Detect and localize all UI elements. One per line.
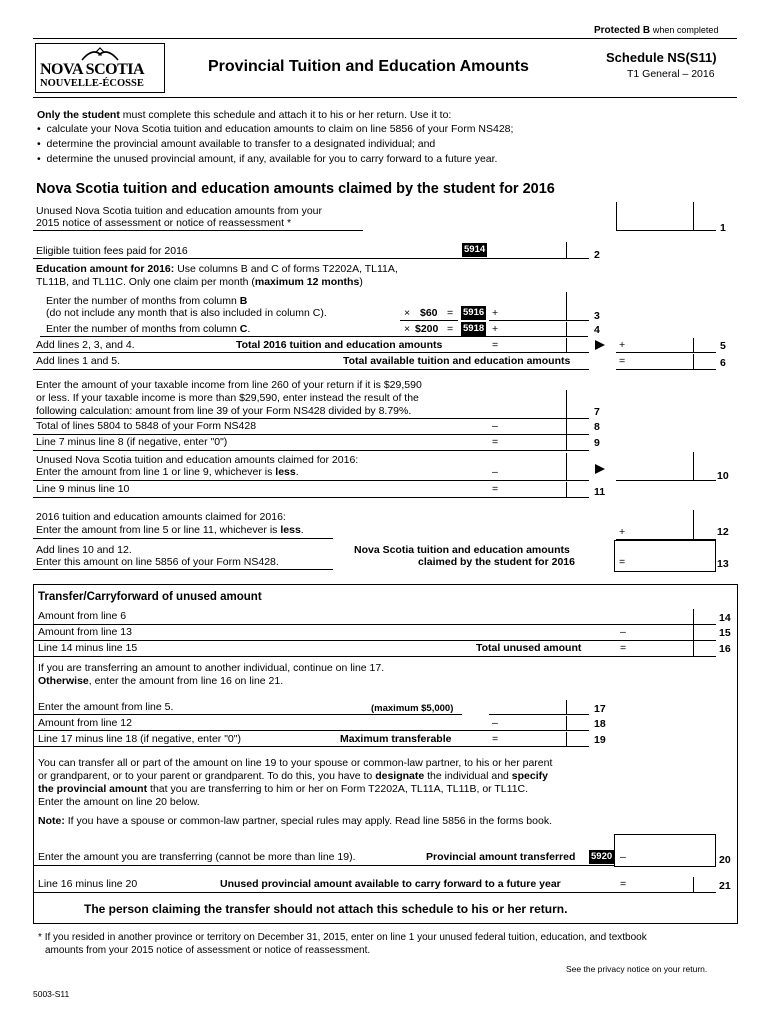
line-number: 7: [594, 406, 600, 418]
equals-sign: =: [492, 483, 499, 495]
privacy-notice: See the privacy notice on your return.: [566, 964, 708, 974]
schedule-title: Schedule NS(S11): [606, 50, 717, 65]
line9-text: Line 7 minus line 8 (if negative, enter "0"): [36, 436, 228, 448]
line21-label: Unused provincial amount available to carry forward to a future year: [220, 878, 561, 890]
rule: [34, 746, 589, 747]
equals-sign: =: [492, 436, 499, 448]
line1-text: Unused Nova Scotia tuition and education amounts from your: [36, 205, 322, 217]
equals-sign: =: [447, 323, 454, 335]
logo-top-text: NOVA SCOTIA: [40, 61, 145, 78]
page-title: Provincial Tuition and Education Amounts: [208, 58, 529, 75]
equals-sign: =: [620, 878, 627, 890]
line3-field[interactable]: [489, 320, 589, 321]
transfer-paragraph: the provincial amount that you are transferring to him or her on Form T2202A, TL11A, TL11B, or TL11C.: [38, 783, 529, 795]
line-number: 11: [594, 486, 606, 498]
line13-label: claimed by the student for 2016: [418, 556, 575, 568]
section2-heading: Transfer/Carryforward of unused amount: [38, 591, 262, 603]
line-number: 21: [719, 880, 731, 892]
divider: [566, 435, 567, 450]
line3-text: Enter the number of months from column B: [46, 295, 248, 307]
rule: [34, 892, 716, 893]
divider: [693, 625, 694, 640]
divider: [566, 390, 567, 418]
line6-field[interactable]: [616, 369, 716, 370]
rule: [33, 230, 363, 231]
intro-bullet: • calculate your Nova Scotia tuition and education amounts to claim on line 5856 of your Form NS428;: [37, 123, 514, 135]
line4-text: Enter the number of months from column C.: [46, 323, 251, 335]
intro-bullet: • determine the unused provincial amount, if any, available for you to carry forward to a future year.: [37, 153, 498, 165]
rule: [33, 497, 589, 498]
arrow-right-icon: [595, 340, 605, 350]
divider: [693, 510, 694, 539]
line13-text: Add lines 10 and 12.: [36, 544, 132, 556]
line5-field[interactable]: [616, 352, 716, 353]
nova-scotia-flag-emblem-icon: [80, 46, 120, 62]
minus-sign: –: [620, 851, 626, 863]
line-number: 3: [594, 310, 600, 322]
line-number: 12: [717, 526, 729, 538]
divider: [693, 641, 694, 656]
transfer-paragraph: You can transfer all or part of the amount on line 19 to your spouse or common-law partner, to his or her parent: [38, 757, 553, 769]
line13-text: Enter this amount on line 5856 of your Form NS428.: [36, 556, 279, 568]
line10-text: Unused Nova Scotia tuition and education amounts claimed for 2016:: [36, 454, 359, 466]
rule: [34, 865, 614, 866]
line1-text: 2015 notice of assessment or notice of reassessment *: [36, 217, 292, 229]
line-number: 9: [594, 437, 600, 449]
transfer-note: If you are transferring an amount to another individual, continue on line 17.: [38, 662, 385, 674]
line-number: 5: [720, 340, 726, 352]
line10-text: Enter the amount from line 1 or line 9, whichever is less.: [36, 466, 299, 478]
line8-text: Total of lines 5804 to 5848 of your Form NS428: [36, 420, 257, 432]
line20-label: Provincial amount transferred: [426, 851, 576, 863]
line11-text: Line 9 minus line 10: [36, 483, 130, 495]
line12-text: Enter the amount from line 5 or line 11, whichever is less.: [36, 524, 304, 536]
line-number: 18: [594, 718, 606, 730]
line-number: 8: [594, 421, 600, 433]
line13-field[interactable]: [614, 540, 716, 572]
form-code: 5003-S11: [33, 989, 70, 999]
plus-sign: +: [492, 307, 499, 319]
plus-sign: +: [619, 526, 626, 538]
equals-sign: =: [619, 355, 626, 367]
line16-text: Line 14 minus line 15: [38, 642, 138, 654]
transfer-note: Otherwise, enter the amount from line 16 on line 21.: [38, 675, 284, 687]
code-5914: 5914: [464, 244, 486, 255]
line-number: 15: [719, 627, 731, 639]
line6-text: Add lines 1 and 5.: [36, 355, 121, 367]
education-text: TL11B, and TL11C. Only one claim per month (maximum 12 months): [36, 276, 363, 288]
code-5916: 5916: [463, 307, 485, 318]
section1-heading: Nova Scotia tuition and education amounts claimed by the student for 2016: [36, 181, 555, 197]
line-number: 2: [594, 249, 600, 261]
minus-sign: –: [620, 626, 626, 638]
line-number: 1: [720, 222, 726, 234]
line1-field[interactable]: [616, 230, 716, 231]
line19-text: Line 17 minus line 18 (if negative, enter "0"): [38, 733, 241, 745]
line18-text: Amount from line 12: [38, 717, 132, 729]
intro-bullet: • determine the provincial amount available to transfer to a designated individual; and: [37, 138, 436, 150]
line7-text: Enter the amount of your taxable income from line 260 of your return if it is $29,590: [36, 379, 422, 391]
footnote: amounts from your 2015 notice of assessment or notice of reassessment.: [45, 945, 371, 956]
header-rule: [33, 38, 737, 39]
line-number: 19: [594, 734, 606, 746]
line21-text: Line 16 minus line 20: [38, 878, 138, 890]
divider: [566, 338, 567, 352]
protected-label: Protected B when completed: [594, 25, 719, 36]
equals-sign: =: [447, 307, 454, 319]
divider: [566, 716, 567, 730]
line2-field[interactable]: [489, 258, 589, 259]
education-text: Education amount for 2016: Use columns B and C of forms T2202A, TL11A,: [36, 263, 398, 275]
minus-sign: –: [492, 420, 498, 432]
equals-sign: =: [492, 339, 499, 351]
divider: [566, 419, 567, 434]
transfer-paragraph: or grandparent, or to your parent or grandparent. To do this, you have to designate the individual and specify: [38, 770, 548, 782]
line12-text: 2016 tuition and education amounts claimed for 2016:: [36, 511, 286, 523]
schedule-subtitle: T1 General – 2016: [627, 68, 715, 80]
rule: [34, 714, 462, 715]
rule: [33, 480, 589, 481]
rule: [34, 640, 716, 641]
intro-lead: Only the student must complete this schedule and attach it to his or her return. Use it to:: [37, 109, 452, 121]
line6-label: Total available tuition and education amounts: [343, 355, 571, 367]
divider: [566, 700, 567, 714]
line3-months-field[interactable]: [400, 320, 458, 321]
code-5920: 5920: [591, 851, 613, 862]
divider: [693, 338, 694, 352]
divider: [566, 292, 567, 320]
footnote: * If you resided in another province or territory on December 31, 2015, enter on line 1 your unused federal tuition, education, and textbook: [38, 932, 647, 943]
transfer-footer: The person claiming the transfer should not attach this schedule to his or her return.: [84, 902, 568, 916]
line17-max: (maximum $5,000): [371, 703, 454, 714]
line-number: 13: [717, 558, 729, 570]
line15-text: Amount from line 13: [38, 626, 132, 638]
line-number: 4: [594, 324, 600, 336]
line13-label: Nova Scotia tuition and education amounts: [354, 544, 570, 556]
line-number: 16: [719, 643, 731, 655]
plus-sign: +: [492, 323, 499, 335]
divider: [693, 609, 694, 624]
multiply-sign: ×: [404, 307, 411, 319]
line19-label: Maximum transferable: [340, 733, 452, 745]
divider: [693, 354, 694, 369]
rule: [40, 336, 588, 337]
line17-text: Enter the amount from line 5.: [38, 701, 174, 713]
line2-text: Eligible tuition fees paid for 2016: [36, 245, 188, 257]
transfer-section: [33, 584, 738, 924]
rate-60: $60: [420, 307, 438, 319]
rule: [33, 352, 589, 353]
line14-text: Amount from line 6: [38, 610, 127, 622]
logo-bottom-text: NOUVELLE-ÉCOSSE: [40, 78, 144, 89]
equals-sign: =: [619, 556, 626, 568]
rate-200: $200: [415, 323, 439, 335]
line7-field[interactable]: [489, 418, 589, 419]
line5-label: Total 2016 tuition and education amounts: [236, 339, 443, 351]
minus-sign: –: [492, 717, 498, 729]
code-5918: 5918: [463, 323, 485, 334]
transfer-paragraph: Enter the amount on line 20 below.: [38, 796, 200, 808]
multiply-sign: ×: [404, 323, 411, 335]
divider: [616, 202, 617, 230]
arrow-right-icon: [595, 464, 605, 474]
line-number: 20: [719, 854, 731, 866]
line-number: 14: [719, 612, 731, 624]
rule: [34, 656, 716, 657]
divider: [693, 202, 694, 230]
divider: [693, 877, 694, 892]
rule: [33, 450, 589, 451]
transfer-note-spouse: Note: If you have a spouse or common-law partner, special rules may apply. Read line 5856 in the forms book.: [38, 815, 552, 827]
rule: [33, 569, 333, 570]
divider: [693, 452, 694, 480]
rule: [33, 369, 589, 370]
line20-field[interactable]: [614, 834, 716, 867]
line5-text: Add lines 2, 3, and 4.: [36, 339, 135, 351]
plus-sign: +: [619, 339, 626, 351]
rule: [34, 624, 716, 625]
divider: [566, 242, 567, 258]
rule: [33, 538, 333, 539]
header-bottom-rule: [33, 97, 737, 98]
divider: [566, 732, 567, 746]
divider: [566, 482, 567, 497]
divider: [566, 322, 567, 336]
line7-text: or less. If your taxable income is more than $29,590, enter instead the result of the: [36, 392, 419, 404]
line-number: 6: [720, 357, 726, 369]
equals-sign: =: [492, 733, 499, 745]
line10-field[interactable]: [616, 480, 716, 481]
rule: [33, 434, 589, 435]
rule: [34, 730, 589, 731]
line20-text: Enter the amount you are transferring (cannot be more than line 19).: [38, 851, 356, 863]
minus-sign: –: [492, 466, 498, 478]
line7-text: following calculation: amount from line 39 of your Form NS428 divided by 8.79%.: [36, 405, 412, 417]
line17-field[interactable]: [489, 714, 589, 715]
divider: [566, 453, 567, 480]
line-number: 17: [594, 703, 606, 715]
line-number: 10: [717, 470, 729, 482]
equals-sign: =: [620, 642, 627, 654]
line16-label: Total unused amount: [476, 642, 582, 654]
nova-scotia-logo: [35, 43, 165, 93]
line3-text: (do not include any month that is also included in column C).: [46, 307, 327, 319]
